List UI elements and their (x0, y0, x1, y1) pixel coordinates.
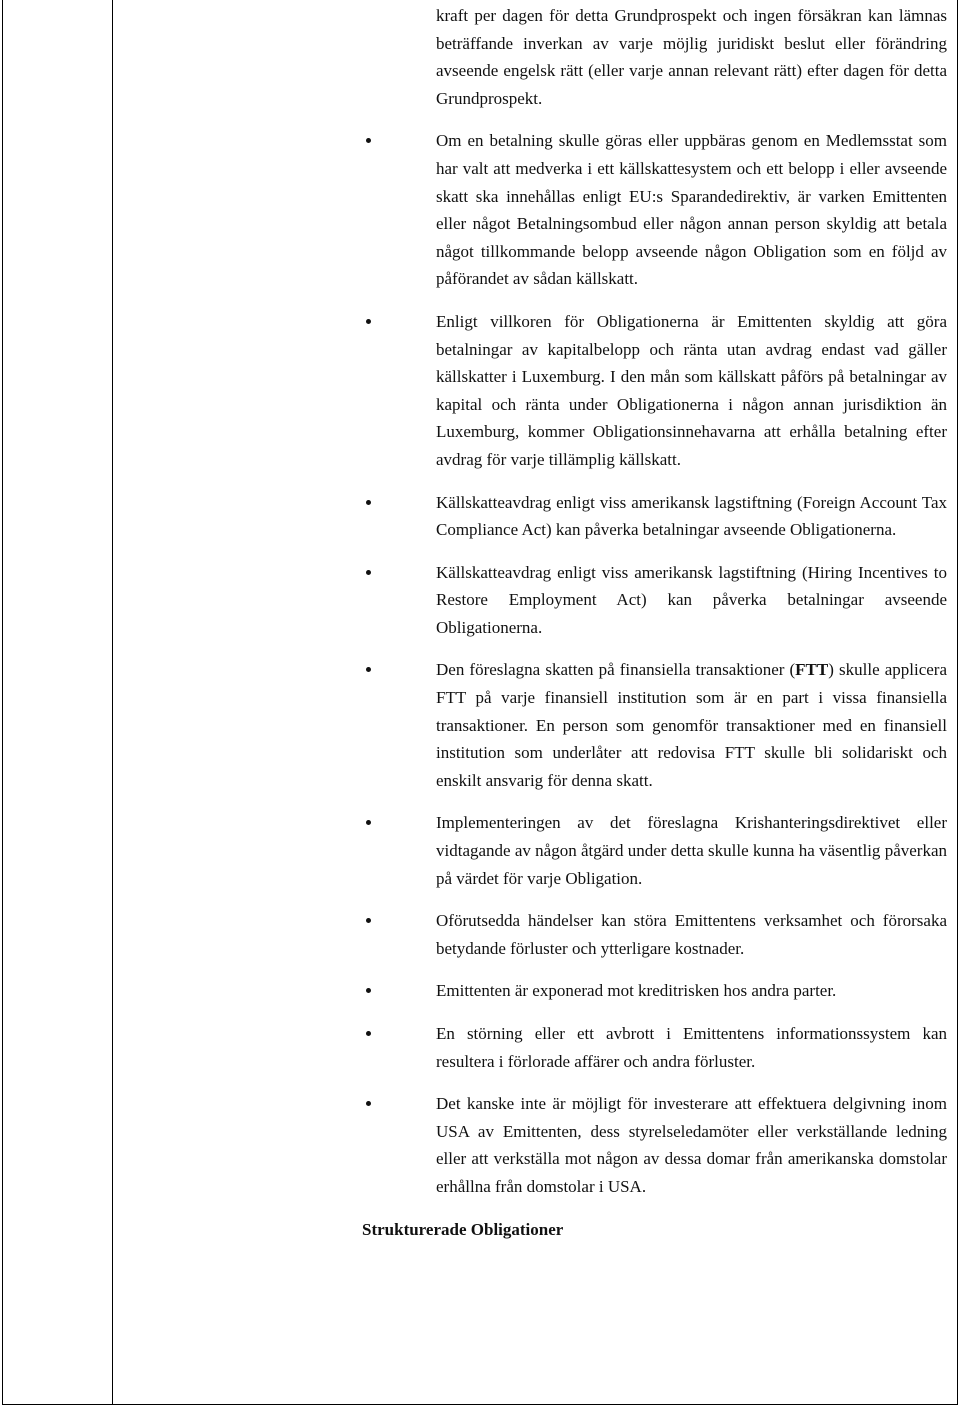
bullet-item (436, 308, 947, 474)
bullet-item (436, 977, 947, 1005)
bullet-item (436, 907, 947, 962)
table-border-right (957, 0, 958, 1404)
bullet-text: Enligt villkoren för Obligationerna är Emittenten skyldig att göra betalningar av kapitalbelopp och ränta utan avdrag endast vad gäller källskatter i Luxemburg. I den mån som källskatt påförs på betalningar av kapital och ränta under Obligationerna i någon annan jurisdiktion än Luxemburg, kommer Obligationsinnehavarna att erhålla betalning efter avdrag för varje tillämplig källskatt. (436, 311, 947, 469)
bullet-text-bold: FTT (795, 660, 829, 680)
bullet-icon (366, 319, 371, 324)
bullet-item (436, 809, 947, 892)
bullet-icon (366, 138, 371, 143)
bullet-text: Det kanske inte är möjligt för investerare att effektuera delgivning inom USA av Emittenten, dess styrelseledamöter eller verkställande ledning eller att verkställa mot någon av dessa domar från amerikanska domstolar erhållna från domstolar i USA. (436, 1094, 947, 1196)
bullet-text: En störning eller ett avbrott i Emittentens informationssystem kan resultera i förlorade affärer och andra förluster. (436, 1024, 947, 1071)
bullet-text-pre: Den föreslagna skatten på finansiella transaktioner ( (436, 660, 796, 680)
lead-paragraph: kraft per dagen för detta Grundprospekt och ingen försäkran kan lämnas beträffande inverkan av varje möjlig juridiskt beslut eller förändring avseende engelsk rätt (eller varje annan relevant rätt) efter dagen för detta Grundprospekt. (436, 6, 947, 108)
table-border-left (2, 0, 3, 1404)
bullet-icon (366, 918, 371, 923)
bullet-icon (366, 570, 371, 575)
bullet-text: Emittenten är exponerad mot kreditrisken hos andra parter. (436, 981, 837, 1001)
bullet-item (436, 559, 947, 642)
bullet-text: Oförutsedda händelser kan störa Emittentens verksamhet och förorsaka betydande förluster och ytterligare kostnader. (436, 911, 947, 958)
table-column-divider (112, 0, 113, 1404)
bullet-icon (366, 820, 371, 825)
bullet-item (436, 656, 947, 794)
bullet-text-post: ) skulle applicera FTT på varje finansiell institution som är en part i vissa finansiella transaktioner. En person som genomför transaktioner med en finansiell institution som underlåter att redovisa FTT skulle bli solidariskt och enskilt ansvarig för denna skatt. (436, 660, 948, 790)
section-heading: Strukturerade Obligationer (362, 1219, 564, 1239)
document-body (362, 2, 947, 1243)
bullet-icon (366, 1031, 371, 1036)
bullet-text: Implementeringen av det föreslagna Krishanteringsdirektivet eller vidtagande av någon åtgärd under detta skulle kunna ha väsentlig påverkan på värdet för varje Obligation. (436, 813, 947, 888)
bullet-icon (366, 667, 371, 672)
bullet-icon (366, 500, 371, 505)
bullet-text: Källskatteavdrag enligt viss amerikansk lagstiftning (Foreign Account Tax Compliance Act) kan påverka betalningar avseende Obligationerna. (436, 492, 947, 540)
bullet-text: Källskatteavdrag enligt viss amerikansk lagstiftning (Hiring Incentives to Restore Employment Act) kan påverka betalningar avseende Obligationerna. (436, 562, 947, 637)
bullet-icon (366, 1101, 371, 1106)
bullet-item (436, 489, 947, 544)
bullet-item (436, 127, 947, 293)
bullet-item (436, 1020, 947, 1075)
bullet-text: Om en betalning skulle göras eller uppbäras genom en Medlemsstat som har valt att medverka i ett källskattesystem och ett belopp i eller avseende skatt ska innehållas enligt EU:s Sparandedirektiv, är varken Emittenten eller något Betalningsombud eller någon annan person skyldig att betala något tillkommande belopp avseende någon Obligation som en följd av påförandet av sådan källskatt. (436, 131, 947, 289)
bullet-icon (366, 988, 371, 993)
table-border-bottom (2, 1404, 958, 1405)
bullet-item (436, 1090, 947, 1200)
